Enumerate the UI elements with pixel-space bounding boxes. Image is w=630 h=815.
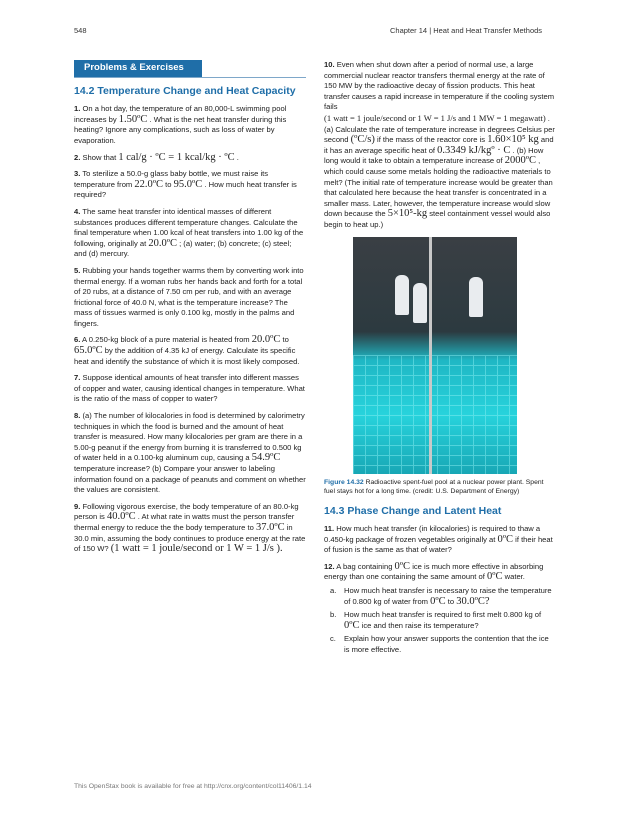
problems-banner: Problems & Exercises — [74, 60, 202, 77]
exercise-10: 10. Even when shut down after a period of normal use, a large commercial nuclear reactor transfers thermal energy at the rate of 150 MW by the radioactive decay of fission products. This heat transfer causes a rapid increase in temperature if the cooling system fails (1 watt = 1 joule/second or 1 W = 1 J/s and 1 MW = 1 megawatt) . (a) Calculate the rate of temperature increase in degrees Celsius per second (ºC/s) if the mass of the reactor core is 1.60×10⁵ kg and it has an average specific heat of 0.3349 kJ/kgº · C . (b) How long would it take to obtain a temperature increase of 2000ºC , which could cause some metals holding the radioactive materials to melt? (The initial rate of temperature increase would be greater than that calculated here because the heat transfer is concentrated in a smaller mass. Later, however, the temperature increase would slow down because the 5×10⁵-kg steel containment vessel would also begin to heat up.) — [324, 60, 555, 229]
footer-note: This OpenStax book is available for free at http://cnx.org/content/col11406/1.14 — [74, 783, 312, 790]
list-item: c. Explain how your answer supports the contention that the ice is more effective. — [330, 634, 549, 655]
list-item: b. How much heat transfer is required to first melt 0.800 kg of 0ºC ice and then raise its temperature? — [330, 610, 542, 631]
worker-figure — [469, 277, 483, 317]
exercise-2: 2. Show that 1 cal/g · ºC = 1 kcal/kg · ºC . — [74, 151, 239, 163]
worker-figure — [395, 275, 409, 315]
figure-caption: Figure 14.32 Radioactive spent-fuel pool at a nuclear power plant. Spent fuel stays hot for a long time. (credit: U.S. Department of Energy) — [324, 478, 544, 495]
exercise-9: 9. Following vigorous exercise, the body temperature of an 80.0-kg person is 40.0ºC . At what rate in watts must the person transfer thermal energy to reduce the the body temperature to 37.0ºC in 30.0 min, assuming the body continues to produce energy at the rate of 150 W? (1 watt = 1 joule/second or 1 W = 1 J/s ). — [74, 501, 306, 555]
left-column — [74, 60, 306, 561]
page-number: 548 — [74, 26, 87, 35]
exercise-3: 3. To sterilize a 50.0-g glass baby bottle, we must raise its temperature from 22.0ºC to 95.0ºC . How much heat transfer is required? — [74, 169, 297, 200]
exercise-4: 4. The same heat transfer into identical masses of different substances produces different temperature changes. Calculate the final temperature when 1.00 kcal of heat transfers into 1.00 kg of the following, originally at 20.0ºC ; (a) water; (b) concrete; (c) steel; and (d) mercury. — [74, 206, 304, 259]
exercise-5: 5. Rubbing your hands together warms them by converting work into thermal energy. If a woman rubs her hands back and forth for a total of 20 rubs, at a distance of 7.50 cm per rub, and with an average frictional force of 40.0 N, what is the temperature increase? The mass of tissues warmed is only 0.100 kg, mostly in the palms and fingers. — [74, 265, 304, 328]
exercise-12: 12. A bag containing 0ºC ice is much more effective in absorbing energy than one containing the same amount of 0ºC water. — [324, 560, 544, 583]
exercise-11: 11. How much heat transfer (in kilocalories) is required to thaw a 0.450-kg package of frozen vegetables originally at 0ºC if their heat of fusion is the same as that of water? — [324, 524, 553, 555]
section-heading-14-2: 14.2 Temperature Change and Heat Capacity — [74, 84, 296, 97]
exercise-7: 7. Suppose identical amounts of heat transfer into different masses of copper and water, causing identical changes in temperature. What is the ratio of the mass of copper to water? — [74, 373, 305, 404]
worker-figure — [413, 283, 427, 323]
exercise-12-subitems — [324, 586, 556, 656]
right-column — [324, 60, 556, 659]
spent-fuel-pool-photo — [353, 237, 517, 474]
section-heading-14-3: 14.3 Phase Change and Latent Heat — [324, 504, 502, 517]
banner-divider — [74, 77, 306, 78]
chapter-title: Chapter 14 | Heat and Heat Transfer Methods — [390, 26, 543, 35]
fuel-rod — [429, 237, 432, 474]
pool-grid — [353, 355, 517, 474]
list-item: a. How much heat transfer is necessary to raise the temperature of 0.800 kg of water from 0ºC to 30.0ºC? — [330, 586, 552, 607]
exercise-1: 1. On a hot day, the temperature of an 80,000-L swimming pool increases by 1.50ºC . What is the net heat transfer during this heating? Ignore any complications, such as loss of water by evaporation. — [74, 104, 287, 145]
exercise-8: 8. (a) The number of kilocalories in food is determined by calorimetry techniques in which the food is burned and the amount of heat transfer is measured. How many kilocalories per gram are there in a 5.00-g peanut if the energy from burning it is transferred to 0.500 kg of water held in a 0.100-kg aluminum cup, causing a 54.9ºC temperature increase? (b) Compare your answer to labeling information found on a package of peanuts and comment on whether the values are consistent. — [74, 411, 306, 495]
exercise-6: 6. A 0.250-kg block of a pure material is heated from 20.0ºC to 65.0ºC by the addition of 4.35 kJ of energy. Calculate its specific heat and identify the substance of which it is most likely composed. — [74, 334, 300, 366]
